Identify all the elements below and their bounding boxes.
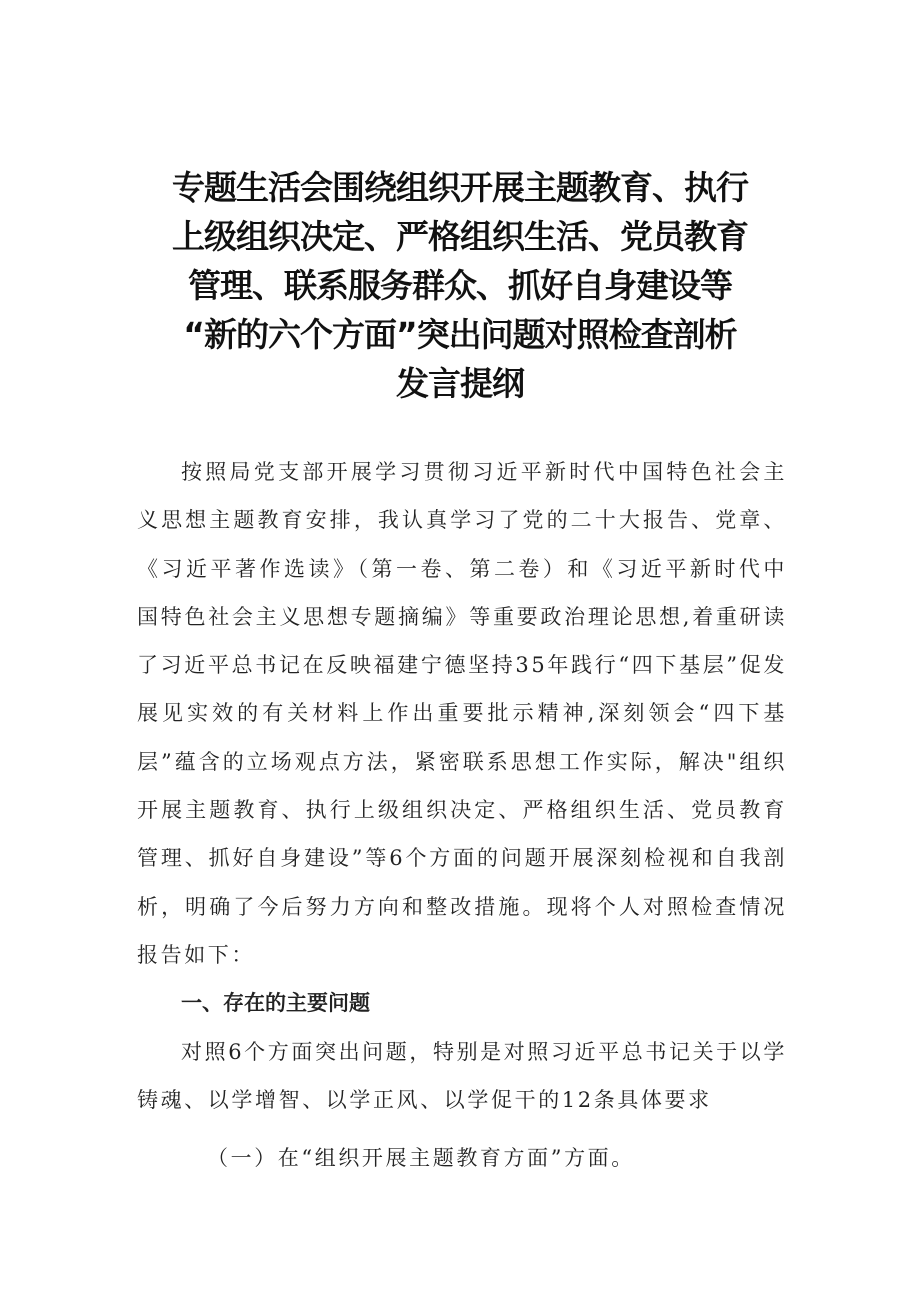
title-line: 专题生活会围绕组织开展主题教育、执行 [172, 168, 748, 207]
document-body [137, 448, 787, 1182]
section-heading: 一、存在的主要问题 [181, 991, 370, 1016]
title-line: “新的六个方面”突出问题对照检查剖析 [183, 315, 737, 354]
title-line: 发言提纲 [396, 364, 524, 403]
title-line: 管理、联系服务群众、抓好自身建设等 [188, 266, 732, 305]
intro-paragraph: 按照局党支部开展学习贯彻习近平新时代中国特色社会主义思想主题教育安排，我认真学习了党的二十大报告、党章、《习近平著作选读》（第一卷、第二卷）和《习近平新时代中国特色社会主义思想专题摘编》等重要政治理论思想,着重研读了习近平总书记在反映福建宁德坚持35年践行“四下基层”促发展见实效的有关材料上作出重要批示精神,深刻领会“四下基层”蕴含的立场观点方法，紧密联系思想工作实际，解决"组织开展主题教育、执行上级组织决定、严格组织生活、党员教育管理、抓好自身建设”等6个方面的问题开展深刻检视和自我剖析，明确了今后努力方向和整改措施。现将个人对照检查情况报告如下： [137, 460, 787, 967]
document-title [130, 163, 790, 408]
subsection-heading: （一）在“组织开展主题教育方面”方面。 [207, 1146, 635, 1171]
title-line: 上级组织决定、严格组织生活、党员教育 [172, 217, 748, 256]
section-paragraph: 对照6个方面突出问题，特别是对照习近平总书记关于以学铸魂、以学增智、以学正风、以学促干的12条具体要求 [137, 1039, 787, 1112]
